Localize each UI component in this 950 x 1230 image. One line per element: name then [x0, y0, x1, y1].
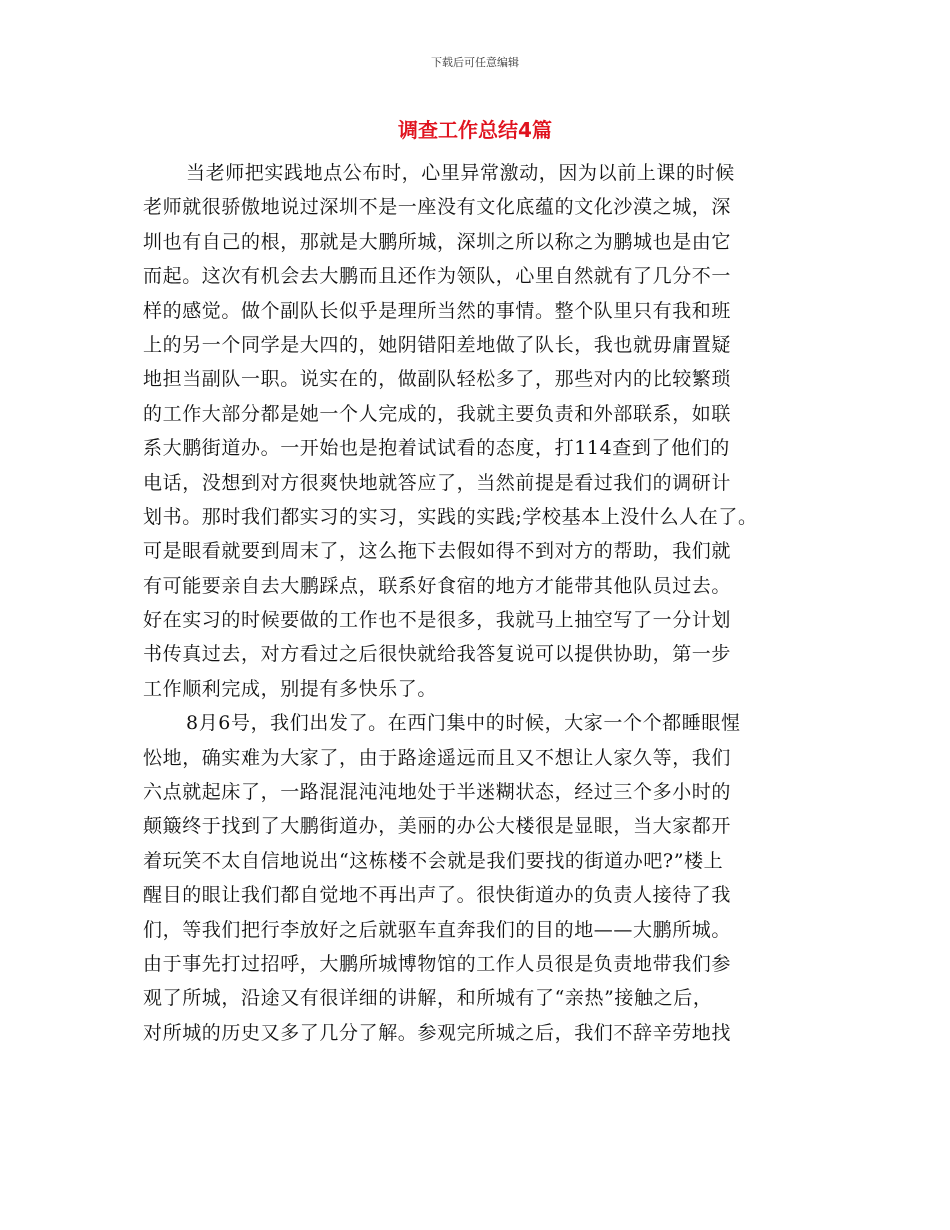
text-line: 当老师把实践地点公布时，心里异常激动，因为以前上课的时候: [186, 162, 735, 184]
text-line: 工作顺利完成，别提有多快乐了。: [143, 677, 438, 700]
text-line: 上的另一个同学是大四的，她阴错阳差地做了队长，我也就毋庸置疑: [143, 333, 732, 356]
text-line: 对所城的历史又多了几分了解。参观完所城之后，我们不辞辛劳地找: [143, 1021, 732, 1044]
text-line: 观了所城，沿途又有很详细的讲解，和所城有了“亲热”接触之后，: [143, 987, 713, 1010]
text-line: 醒目的眼让我们都自觉地不再出声了。很快街道办的负责人接待了我: [143, 884, 732, 907]
document-body: [143, 156, 823, 1050]
text-line: 8月6号，我们出发了。在西门集中的时候，大家一个个都睡眼惺: [186, 712, 741, 735]
text-line: 的工作大部分都是她一个人完成的，我就主要负责和外部联系，如联: [143, 402, 732, 425]
text-line: 们，等我们把行李放好之后就驱车直奔我们的目的地——大鹏所城。: [143, 918, 732, 941]
document-title: 调查工作总结4篇: [398, 118, 552, 142]
text-line: 而起。这次有机会去大鹏而且还作为领队，心里自然就有了几分不一: [143, 265, 732, 288]
text-line: 颠簸终于找到了大鹏街道办，美丽的办公大楼很是显眼，当大家都开: [143, 815, 732, 838]
text-line: 系大鹏街道办。一开始也是抱着试试看的态度，打114查到了他们的: [143, 437, 730, 460]
text-line: 划书。那时我们都实习的实习，实践的实践;学校基本上没什么人在了。: [143, 505, 758, 528]
text-line: 由于事先打过招呼，大鹏所城博物馆的工作人员很是负责地带我们参: [143, 952, 732, 975]
text-line: 书传真过去，对方看过之后很快就给我答复说可以提供协助，第一步: [143, 643, 732, 666]
text-line: 着玩笑不太自信地说出“这栋楼不会就是我们要找的街道办吧?”楼上: [143, 849, 724, 872]
header-note: 下载后可任意编辑: [431, 56, 519, 69]
text-line: 好在实习的时候要做的工作也不是很多，我就马上抽空写了一分计划: [143, 609, 732, 632]
text-line: 圳也有自己的根，那就是大鹏所城，深圳之所以称之为鹏城也是由它: [143, 230, 732, 253]
text-line: 样的感觉。做个副队长似乎是理所当然的事情。整个队里只有我和班: [143, 299, 732, 322]
text-line: 地担当副队一职。说实在的，做副队轻松多了，那些对内的比较繁琐: [143, 368, 732, 391]
text-line: 电话，没想到对方很爽快地就答应了，当然前提是看过我们的调研计: [143, 471, 732, 494]
text-line: 可是眼看就要到周末了，这么拖下去假如得不到对方的帮助，我们就: [143, 540, 732, 563]
text-line: 有可能要亲自去大鹏踩点，联系好食宿的地方才能带其他队员过去。: [143, 574, 732, 597]
text-line: 老师就很骄傲地说过深圳不是一座没有文化底蕴的文化沙漠之城，深: [143, 196, 732, 219]
text-line: 六点就起床了，一路混混沌沌地处于半迷糊状态，经过三个多小时的: [143, 781, 732, 804]
text-line: 忪地，确实难为大家了，由于路途遥远而且又不想让人家久等，我们: [143, 746, 732, 769]
